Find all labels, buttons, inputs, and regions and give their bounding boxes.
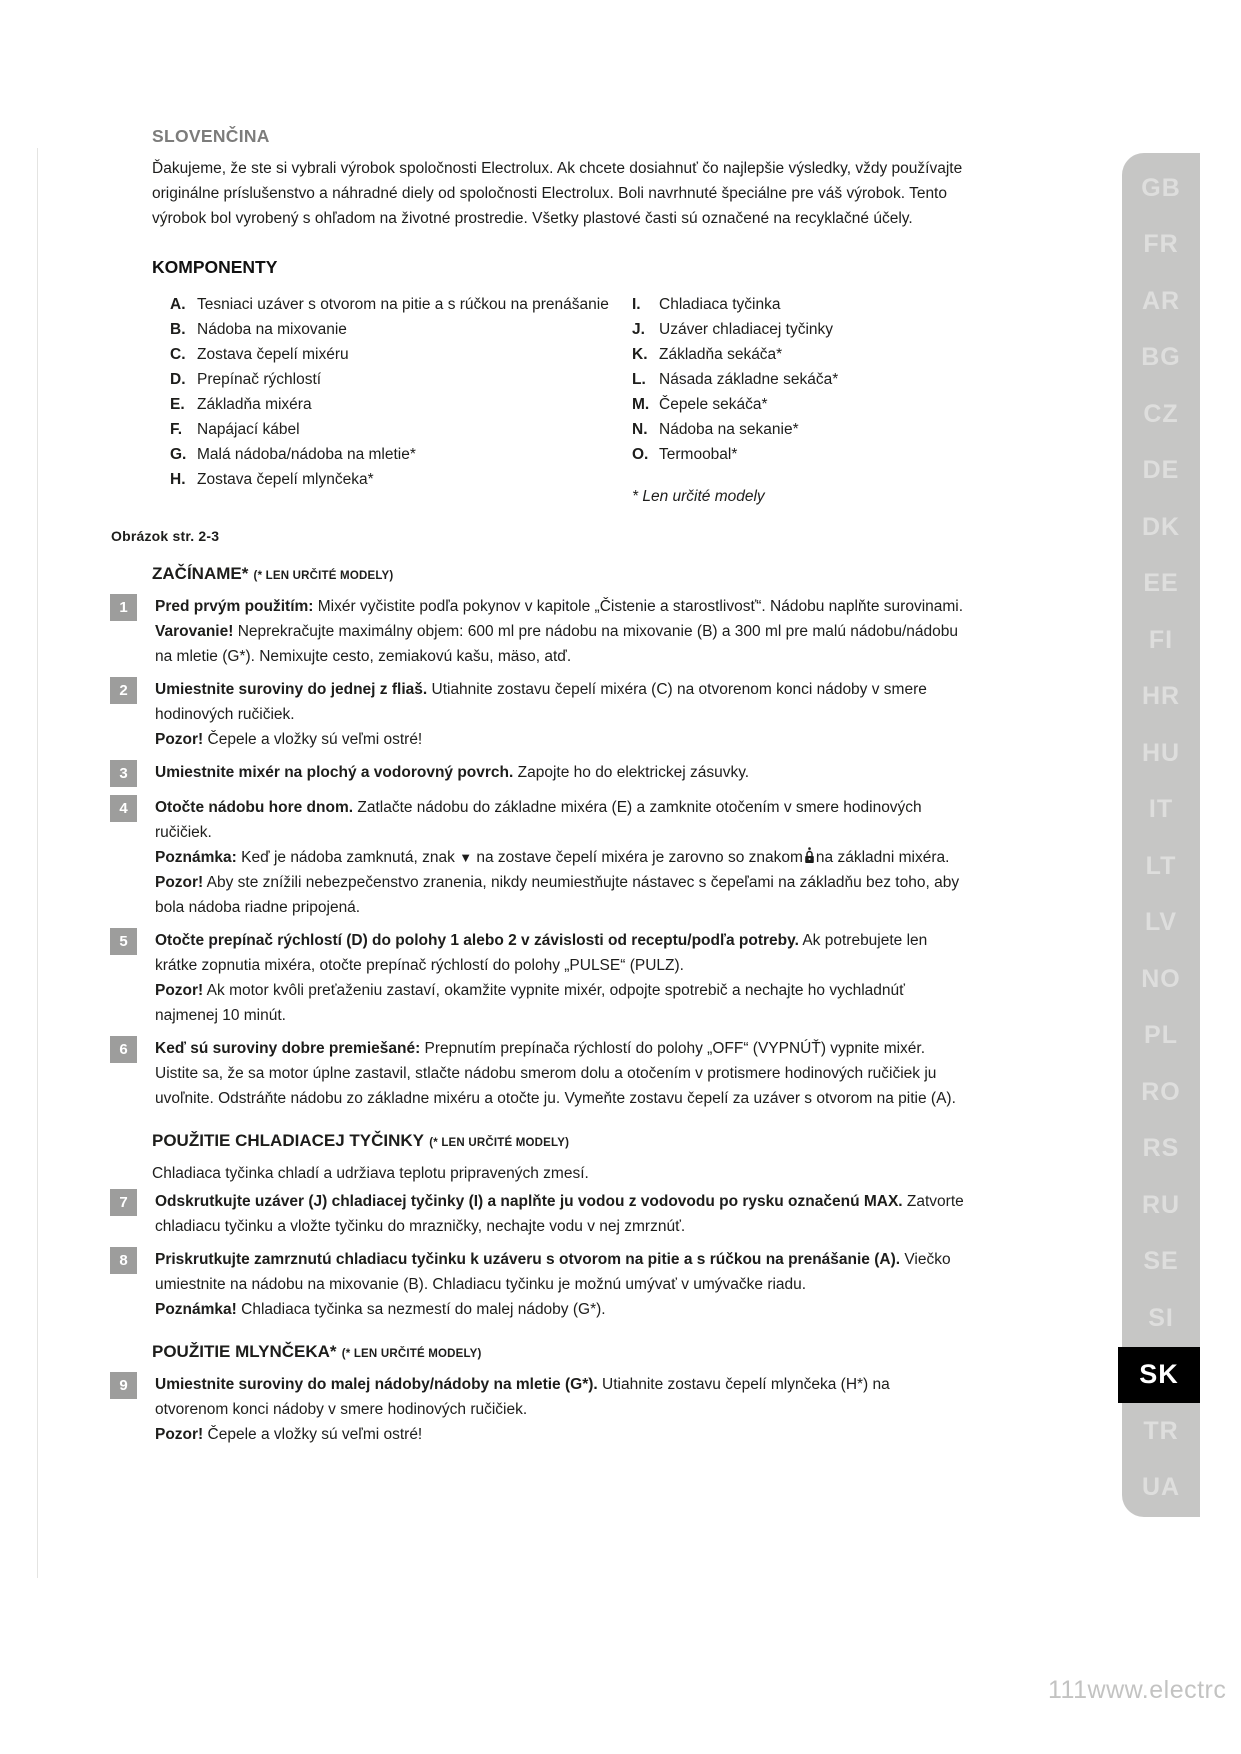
step-lead: Pozor!	[155, 982, 204, 999]
component-letter: G.	[170, 446, 187, 463]
lang-tab-si: SI	[1148, 1303, 1174, 1332]
component-item	[170, 467, 632, 492]
component-letter: E.	[170, 396, 185, 413]
component-text: Násada základne sekáča*	[659, 371, 839, 388]
figure-reference: Obrázok str. 2-3	[111, 528, 220, 544]
step-number-badge: 8	[110, 1247, 137, 1274]
component-text: Malá nádoba/nádoba na mletie*	[197, 446, 416, 463]
component-text: Nádoba na mixovanie	[197, 321, 347, 338]
step-paragraph: Keď sú suroviny dobre premiešané: Prepnutím prepínača rýchlostí do polohy „OFF“ (VYPNÚŤ) vypnite mixér. Uistite sa, že sa motor úplne zastavil, stlačte nádobu smerom dolu a otočením v protismere hodinových ručičiek ju uvoľnite. Odstráňte nádobu zo základne mixéru a otočte ju. Vymeňte zostavu čepelí za uzáver s otvorom na pitie (A).	[155, 1040, 956, 1107]
component-letter: C.	[170, 346, 186, 363]
lang-tab-se: SE	[1143, 1247, 1179, 1276]
step	[105, 1372, 977, 1447]
step-lead: Priskrutkujte zamrznutú chladiacu tyčinku k uzáveru s otvorom na pitie a s rúčkou na prenášanie (A).	[155, 1251, 901, 1268]
lang-tab-fi: FI	[1148, 625, 1174, 654]
step-paragraph: Otočte prepínač rýchlostí (D) do polohy 1 alebo 2 v závislosti od receptu/podľa potreby. Ak potrebujete len krátke zopnutia mixéra, otočte prepínač rýchlostí do polohy „PULSE“ (PULZ).	[155, 932, 928, 974]
lang-tab-no: NO	[1141, 964, 1181, 993]
component-letter: I.	[632, 296, 641, 313]
section-intro: Chladiaca tyčinka chladí a udržiava teplotu pripravených zmesí.	[152, 1165, 589, 1182]
component-letter: M.	[632, 396, 650, 413]
lang-tab-ee: EE	[1143, 569, 1179, 598]
step	[105, 1036, 977, 1111]
component-item	[632, 367, 977, 392]
lang-tab-pl: PL	[1144, 1021, 1178, 1050]
section-title-note: (* LEN URČITÉ MODELY)	[253, 570, 394, 582]
lang-tab-ar: AR	[1141, 286, 1181, 315]
step-paragraph: Poznámka! Chladiaca tyčinka sa nezmestí do malej nádoby (G*).	[155, 1301, 606, 1318]
step-lead: Pozor!	[155, 1426, 204, 1443]
step-lead: Umiestnite mixér na plochý a vodorovný povrch.	[155, 764, 514, 781]
page-number: 111	[1048, 1676, 1088, 1704]
component-item	[170, 292, 632, 317]
section-heading	[152, 1340, 977, 1362]
step	[105, 1189, 977, 1239]
step-paragraph: Varovanie! Neprekračujte maximálny objem: 600 ml pre nádobu na mixovanie (B) a 300 ml pre malú nádobu/nádobu na mletie (G*). Nemixujte cesto, zemiakovú kašu, mäso, atď.	[155, 623, 959, 665]
lang-tab-lv: LV	[1144, 908, 1178, 937]
step-paragraph: Umiestnite suroviny do jednej z fliaš. Utiahnite zostavu čepelí mixéra (C) na otvorenom konci nádoby v smere hodinových ručičiek.	[155, 681, 927, 723]
lang-tab-gb: GB	[1141, 173, 1181, 202]
instruction-section	[105, 1340, 977, 1447]
lang-tab-it: IT	[1148, 795, 1174, 824]
main-content	[105, 126, 977, 1455]
step-paragraph: Priskrutkujte zamrznutú chladiacu tyčinku k uzáveru s otvorom na pitie a s rúčkou na prenášanie (A). Viečko umiestnite na nádobu na mixovanie (B). Chladiacu tyčinku je možnú umývať v umývačke riadu.	[155, 1251, 951, 1293]
component-text: Zostava čepelí mlynčeka*	[197, 471, 374, 488]
lang-tab-dk: DK	[1141, 512, 1181, 541]
instruction-section	[105, 562, 977, 1111]
section-heading	[152, 562, 977, 584]
step-text	[155, 594, 967, 669]
section-title: POUŽITIE MLYNČEKA*	[152, 1342, 337, 1361]
component-text: Uzáver chladiacej tyčinky	[659, 321, 834, 338]
step-lead: Poznámka!	[155, 1301, 237, 1318]
component-text: Termoobal*	[659, 446, 738, 463]
page-title: SLOVENČINA	[152, 126, 270, 146]
step-number-badge: 1	[110, 594, 137, 621]
step-lead: Poznámka:	[155, 849, 237, 866]
step-lead: Otočte prepínač rýchlostí (D) do polohy 1 alebo 2 v závislosti od receptu/podľa potreby.	[155, 932, 799, 949]
step-lead: Pozor!	[155, 874, 204, 891]
language-sidebar	[1122, 153, 1200, 1517]
component-item	[632, 392, 977, 417]
lang-tab-hr: HR	[1141, 682, 1181, 711]
lang-tab-hu: HU	[1141, 738, 1181, 767]
lang-tab-fr: FR	[1143, 230, 1179, 259]
component-letter: D.	[170, 371, 186, 388]
step-paragraph: Pozor! Čepele a vložky sú veľmi ostré!	[155, 1426, 423, 1443]
step-lead: Odskrutkujte uzáver (J) chladiacej tyčinky (I) a naplňte ju vodou z vodovodu po rysku označenú MAX.	[155, 1193, 903, 1210]
step-paragraph: Pred prvým použitím: Mixér vyčistite podľa pokynov v kapitole „Čistenie a starostlivosť“. Nádobu naplňte surovinami.	[155, 598, 964, 615]
step	[105, 795, 977, 920]
component-text: Prepínač rýchlostí	[197, 371, 322, 388]
components-list-right	[632, 292, 977, 506]
components-footnote: * Len určité modely	[632, 488, 765, 505]
component-letter: O.	[632, 446, 649, 463]
step-paragraph: Poznámka: Keď je nádoba zamknutá, znak ▼ na zostave čepelí mixéra je zarovno so znakom na základni mixéra.	[155, 849, 950, 866]
step-number-badge: 7	[110, 1189, 137, 1216]
step	[105, 677, 977, 752]
step-paragraph: Pozor! Ak motor kvôli preťaženiu zastaví, okamžite vypnite mixér, odpojte spotrebič a nechajte ho vychladnúť najmenej 10 minút.	[155, 982, 905, 1024]
component-text: Nádoba na sekanie*	[659, 421, 799, 438]
step-number-badge: 6	[110, 1036, 137, 1063]
lang-tab-rs: RS	[1142, 1134, 1180, 1163]
section-title: ZAČÍNAME*	[152, 564, 249, 583]
component-letter: H.	[170, 471, 186, 488]
section-title: POUŽITIE CHLADIACEJ TYČINKY	[152, 1131, 425, 1150]
step	[105, 594, 977, 669]
step-text	[155, 760, 967, 787]
step-paragraph: Pozor! Čepele a vložky sú veľmi ostré!	[155, 731, 423, 748]
step-lead: Umiestnite suroviny do jednej z fliaš.	[155, 681, 428, 698]
step-text	[155, 795, 967, 920]
lang-tab-bg: BG	[1141, 343, 1181, 372]
component-letter: A.	[170, 296, 186, 313]
component-item	[170, 317, 632, 342]
step-paragraph: Odskrutkujte uzáver (J) chladiacej tyčinky (I) a naplňte ju vodou z vodovodu po rysku označenú MAX. Zatvorte chladiacu tyčinku a vložte tyčinku do mrazničky, nechajte vodu v nej zmrznúť.	[155, 1193, 964, 1235]
component-text: Základňa mixéra	[197, 396, 312, 413]
component-item	[632, 317, 977, 342]
step-lead: Varovanie!	[155, 623, 234, 640]
lang-tab-cz: CZ	[1143, 399, 1179, 428]
step-paragraph: Pozor! Aby ste znížili nebezpečenstvo zranenia, nikdy neumiestňujte nástavec s čepeľami na základňu bez toho, aby bola nádoba riadne pripojená.	[155, 874, 960, 916]
step-lead: Otočte nádobu hore dnom.	[155, 799, 354, 816]
step-number-badge: 5	[110, 928, 137, 955]
step-lead: Keď sú suroviny dobre premiešané:	[155, 1040, 421, 1057]
component-letter: K.	[632, 346, 648, 363]
step-paragraph: Umiestnite suroviny do malej nádoby/nádoby na mletie (G*). Utiahnite zostavu čepelí mlynčeka (H*) na otvorenom konci nádoby v smere hodinových ručičiek.	[155, 1376, 890, 1418]
component-letter: L.	[632, 371, 646, 388]
component-text: Čepele sekáča*	[659, 396, 768, 413]
component-item	[170, 367, 632, 392]
lang-tab-ua: UA	[1141, 1473, 1181, 1502]
instruction-sections	[105, 562, 977, 1447]
components-heading: KOMPONENTY	[152, 257, 278, 277]
step-text	[155, 1372, 967, 1447]
component-text: Tesniaci uzáver s otvorom na pitie a s rúčkou na prenášanie	[197, 296, 609, 313]
lang-tab-ro: RO	[1141, 1077, 1181, 1106]
lang-tab-sk: SK	[1118, 1347, 1200, 1404]
section-title-note: (* LEN URČITÉ MODELY)	[341, 1348, 482, 1360]
lang-tab-tr: TR	[1143, 1416, 1179, 1445]
component-text: Chladiaca tyčinka	[659, 296, 781, 313]
component-text: Napájací kábel	[197, 421, 300, 438]
step-text	[155, 928, 967, 1028]
lang-tab-ru: RU	[1141, 1190, 1181, 1219]
step-text	[155, 1189, 967, 1239]
step-paragraph: Umiestnite mixér na plochý a vodorovný povrch. Zapojte ho do elektrickej zásuvky.	[155, 764, 750, 781]
step-paragraph: Otočte nádobu hore dnom. Zatlačte nádobu do základne mixéra (E) a zamknite otočením v smere hodinových ručičiek.	[155, 799, 922, 841]
components-list-left	[170, 292, 632, 506]
step-number-badge: 9	[110, 1372, 137, 1399]
step-lead: Pred prvým použitím:	[155, 598, 314, 615]
component-letter: J.	[632, 321, 645, 338]
component-item	[170, 417, 632, 442]
instruction-section	[105, 1129, 977, 1322]
intro-paragraph: Ďakujeme, že ste si vybrali výrobok spoločnosti Electrolux. Ak chcete dosiahnuť čo najlepšie výsledky, vždy používajte originálne príslušenstvo a náhradné diely od spoločnosti Electrolux. Boli navrhnuté špeciálne pre váš výrobok. Tento výrobok bol vyrobený s ohľadom na životné prostredie. Všetky plastové časti sú označené na recyklačné účely.	[152, 160, 963, 227]
step-text	[155, 1036, 967, 1111]
section-title-note: (* LEN URČITÉ MODELY)	[429, 1137, 570, 1149]
component-letter: N.	[632, 421, 648, 438]
component-item	[632, 292, 977, 317]
component-item	[632, 442, 977, 467]
component-item	[170, 342, 632, 367]
component-letter: B.	[170, 321, 186, 338]
component-item	[170, 392, 632, 417]
step	[105, 760, 977, 787]
component-item	[632, 417, 977, 442]
triangle-down-icon: ▼	[459, 850, 473, 865]
step	[105, 1247, 977, 1322]
lang-tab-de: DE	[1142, 456, 1180, 485]
lang-tab-lt: LT	[1145, 851, 1177, 880]
step-lead: Pozor!	[155, 731, 204, 748]
component-item	[170, 442, 632, 467]
component-text: Základňa sekáča*	[659, 346, 783, 363]
step	[105, 928, 977, 1028]
section-heading	[152, 1129, 977, 1151]
component-text: Zostava čepelí mixéru	[197, 346, 349, 363]
page-fold-line	[37, 148, 38, 1578]
step-text	[155, 677, 967, 752]
step-number-badge: 3	[110, 760, 137, 787]
footer-url: www.electrc	[1087, 1676, 1227, 1704]
components-grid	[170, 292, 977, 506]
step-text	[155, 1247, 967, 1322]
component-letter: F.	[170, 421, 183, 438]
step-lead: Umiestnite suroviny do malej nádoby/nádoby na mletie (G*).	[155, 1376, 598, 1393]
component-item	[632, 342, 977, 367]
step-number-badge: 2	[110, 677, 137, 704]
step-number-badge: 4	[110, 795, 137, 822]
page-footer	[1048, 1676, 1226, 1705]
lock-icon	[803, 847, 816, 864]
